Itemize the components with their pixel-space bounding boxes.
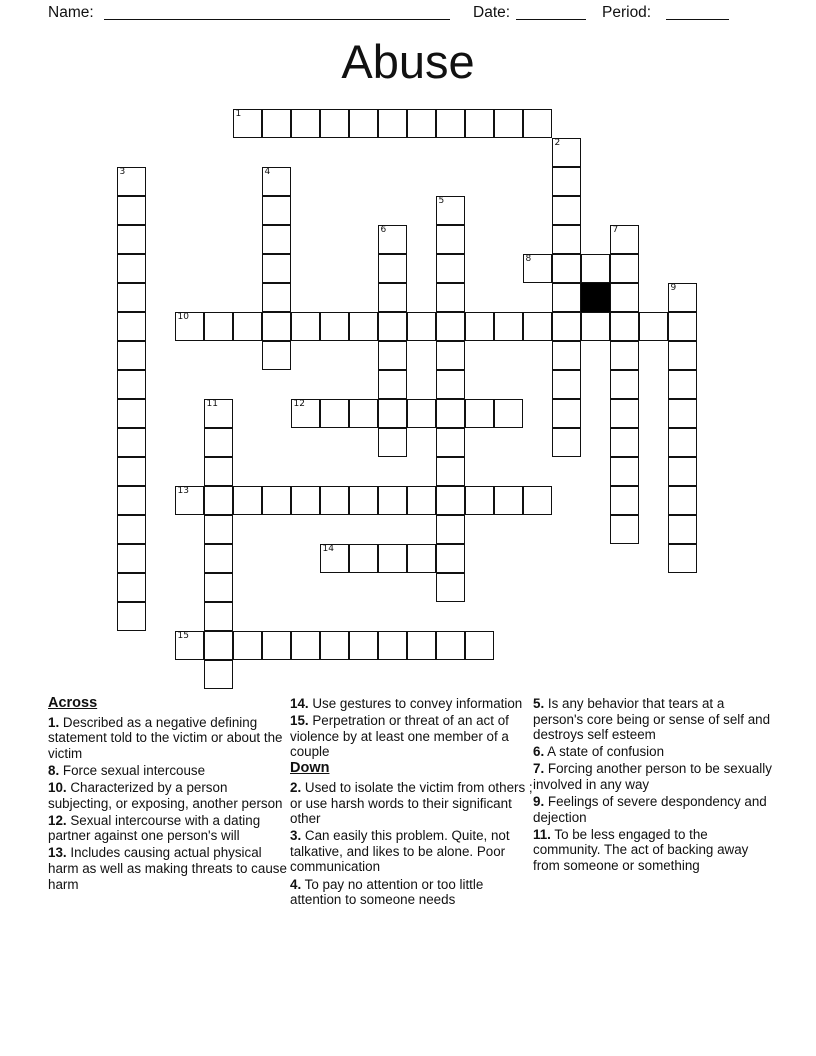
grid-cell[interactable] — [175, 631, 204, 660]
clue-item-number: 14. — [290, 696, 309, 711]
grid-cell[interactable] — [378, 631, 407, 660]
grid-cell[interactable] — [204, 486, 233, 515]
grid-cell[interactable] — [436, 196, 465, 225]
grid-cell[interactable] — [233, 486, 262, 515]
grid-cell[interactable] — [436, 399, 465, 428]
clue-item-number: 12. — [48, 812, 67, 828]
crossword-grid — [117, 109, 699, 691]
grid-cell[interactable] — [117, 486, 146, 515]
clue-column-1 — [48, 696, 288, 894]
grid-cell[interactable] — [117, 167, 146, 196]
grid-cell[interactable] — [465, 631, 494, 660]
grid-cell[interactable] — [552, 138, 581, 167]
name-blank-line — [104, 2, 450, 20]
grid-cell[interactable] — [378, 109, 407, 138]
grid-cell[interactable] — [668, 544, 697, 573]
grid-cell[interactable] — [291, 631, 320, 660]
grid-cell[interactable] — [494, 109, 523, 138]
grid-cell[interactable] — [523, 486, 552, 515]
grid-cell[interactable] — [291, 486, 320, 515]
clue-item-number: 15. — [290, 713, 309, 729]
grid-cell[interactable] — [610, 341, 639, 370]
grid-cell[interactable] — [436, 370, 465, 399]
clue-item: 4. To pay no attention or too little attention to someone needs — [290, 876, 484, 908]
grid-cell[interactable] — [668, 312, 697, 341]
clue-number-badge: 5 — [438, 196, 445, 206]
clue-item: 5. Is any behavior that tears at a person's core being or sense of self and destroys self esteem — [533, 696, 771, 743]
grid-cell[interactable] — [378, 225, 407, 254]
clue-number-badge: 10 — [177, 312, 189, 322]
grid-cell[interactable] — [204, 544, 233, 573]
grid-cell[interactable] — [552, 283, 581, 312]
clue-item: 13. Includes causing actual physical harm as well as making threats to cause harm — [48, 845, 287, 892]
grid-cell[interactable] — [407, 544, 436, 573]
grid-cell[interactable] — [436, 341, 465, 370]
grid-cell[interactable] — [320, 109, 349, 138]
grid-cell[interactable] — [494, 486, 523, 515]
date-label: Date: — [473, 4, 511, 21]
grid-cell[interactable] — [610, 399, 639, 428]
grid-cell[interactable] — [233, 312, 262, 341]
grid-cell[interactable] — [320, 631, 349, 660]
grid-cell[interactable] — [262, 225, 291, 254]
clue-number-badge: 11 — [206, 399, 218, 409]
grid-cell[interactable] — [378, 544, 407, 573]
grid-cell[interactable] — [117, 370, 146, 399]
grid-cell[interactable] — [552, 370, 581, 399]
grid-cell[interactable] — [552, 196, 581, 225]
grid-cell[interactable] — [204, 631, 233, 660]
clue-number-badge: 3 — [119, 167, 126, 177]
grid-cell[interactable] — [117, 602, 146, 631]
grid-cell[interactable] — [610, 428, 639, 457]
grid-cell[interactable] — [407, 312, 436, 341]
grid-cell[interactable] — [668, 515, 697, 544]
clue-number-badge: 14 — [322, 544, 334, 554]
clues-down-header: Down — [290, 760, 330, 777]
grid-cell[interactable] — [668, 283, 697, 312]
period-label: Period: — [602, 4, 652, 21]
grid-cell[interactable] — [523, 312, 552, 341]
grid-cell[interactable] — [117, 312, 146, 341]
clue-item-number: 6. — [533, 744, 545, 760]
clue-number-badge: 2 — [554, 138, 561, 148]
grid-cell[interactable] — [204, 428, 233, 457]
grid-cell[interactable] — [204, 602, 233, 631]
grid-cell[interactable] — [320, 312, 349, 341]
grid-cell[interactable] — [349, 631, 378, 660]
grid-cell[interactable] — [204, 515, 233, 544]
grid-cell[interactable] — [349, 544, 378, 573]
clue-number-badge: 8 — [525, 254, 532, 264]
grid-cell[interactable] — [668, 370, 697, 399]
grid-cell[interactable] — [581, 254, 610, 283]
grid-cell[interactable] — [204, 660, 233, 689]
grid-cell[interactable] — [523, 254, 552, 283]
grid-cell[interactable] — [494, 312, 523, 341]
clue-item: 15. Perpetration or threat of an act of violence by at least one member of a couple — [290, 713, 509, 760]
grid-cell[interactable] — [465, 399, 494, 428]
clue-number-badge: 7 — [612, 225, 619, 235]
clue-item: 6. A state of confusion — [533, 744, 665, 760]
grid-cell[interactable] — [610, 254, 639, 283]
grid-cell[interactable] — [436, 109, 465, 138]
grid-cell[interactable] — [378, 254, 407, 283]
grid-cell[interactable] — [117, 196, 146, 225]
grid-cell[interactable] — [117, 428, 146, 457]
black-cell — [581, 283, 610, 312]
clue-number-badge: 9 — [670, 283, 677, 293]
clue-item-number: 11. — [533, 826, 551, 842]
clue-item-number: 3. — [290, 828, 302, 844]
grid-cell[interactable] — [407, 399, 436, 428]
clue-number-badge: 4 — [264, 167, 271, 177]
grid-cell[interactable] — [320, 399, 349, 428]
grid-cell[interactable] — [117, 225, 146, 254]
grid-cell[interactable] — [204, 312, 233, 341]
grid-cell[interactable] — [262, 631, 291, 660]
grid-cell[interactable] — [523, 109, 552, 138]
grid-cell[interactable] — [262, 486, 291, 515]
grid-cell[interactable] — [175, 486, 204, 515]
grid-cell[interactable] — [552, 428, 581, 457]
clue-item-number: 13. — [48, 845, 67, 861]
grid-cell[interactable] — [552, 312, 581, 341]
grid-cell[interactable] — [436, 457, 465, 486]
grid-cell[interactable] — [117, 544, 146, 573]
grid-cell[interactable] — [552, 341, 581, 370]
grid-cell[interactable] — [378, 428, 407, 457]
grid-cell[interactable] — [436, 573, 465, 602]
grid-cell[interactable] — [291, 109, 320, 138]
grid-cell[interactable] — [436, 428, 465, 457]
grid-cell[interactable] — [204, 399, 233, 428]
grid-cell[interactable] — [378, 312, 407, 341]
grid-cell[interactable] — [262, 167, 291, 196]
grid-cell[interactable] — [349, 486, 378, 515]
grid-cell[interactable] — [436, 631, 465, 660]
grid-cell[interactable] — [552, 399, 581, 428]
clue-number-badge: 12 — [293, 399, 305, 409]
clue-number-badge: 15 — [177, 631, 189, 641]
grid-cell[interactable] — [668, 457, 697, 486]
clue-item: 10. Characterized by a person subjecting, or exposing, another person — [48, 779, 283, 811]
grid-cell[interactable] — [436, 486, 465, 515]
grid-cell[interactable] — [465, 312, 494, 341]
grid-cell[interactable] — [204, 457, 233, 486]
grid-cell[interactable] — [117, 457, 146, 486]
grid-cell[interactable] — [436, 254, 465, 283]
grid-cell[interactable] — [349, 312, 378, 341]
grid-cell[interactable] — [262, 254, 291, 283]
clue-item: 11. To be less engaged to the community. The act of backing away from someone or something — [533, 826, 749, 873]
grid-cell[interactable] — [233, 109, 262, 138]
grid-cell[interactable] — [494, 399, 523, 428]
grid-cell[interactable] — [436, 515, 465, 544]
grid-cell[interactable] — [436, 312, 465, 341]
clue-item-number: 2. — [290, 779, 302, 795]
grid-cell[interactable] — [407, 109, 436, 138]
grid-cell[interactable] — [262, 196, 291, 225]
clue-item: 14. Use gestures to convey information — [290, 696, 523, 711]
clue-item: 9. Feelings of severe despondency and dejection — [533, 794, 767, 825]
grid-cell[interactable] — [639, 312, 668, 341]
grid-cell[interactable] — [262, 341, 291, 370]
grid-cell[interactable] — [175, 312, 204, 341]
worksheet-header — [0, 2, 816, 26]
grid-cell[interactable] — [610, 457, 639, 486]
grid-cell[interactable] — [117, 283, 146, 312]
grid-cell[interactable] — [668, 486, 697, 515]
grid-cell[interactable] — [436, 544, 465, 573]
name-label: Name: — [48, 4, 94, 21]
grid-cell[interactable] — [117, 341, 146, 370]
grid-cell[interactable] — [233, 631, 262, 660]
grid-cell[interactable] — [204, 573, 233, 602]
grid-cell[interactable] — [610, 283, 639, 312]
grid-cell[interactable] — [378, 486, 407, 515]
grid-cell[interactable] — [581, 312, 610, 341]
clue-item: 3. Can easily this problem. Quite, not talkative, and likes to be alone. Poor communication — [290, 828, 510, 875]
clue-item: 8. Force sexual intercouse — [48, 762, 206, 778]
grid-cell[interactable] — [668, 341, 697, 370]
clue-item-number: 8. — [48, 762, 60, 778]
clue-item-number: 7. — [533, 761, 545, 777]
clue-item-number: 10. — [48, 779, 67, 795]
grid-cell[interactable] — [552, 225, 581, 254]
grid-cell[interactable] — [291, 399, 320, 428]
grid-cell[interactable] — [262, 283, 291, 312]
grid-cell[interactable] — [610, 515, 639, 544]
clue-item-number: 1. — [48, 714, 60, 730]
grid-cell[interactable] — [552, 167, 581, 196]
period-blank-line — [666, 2, 729, 20]
clue-column-3 — [533, 696, 778, 875]
clue-item: 7. Forcing another person to be sexually involved in any way — [533, 761, 772, 792]
grid-cell[interactable] — [436, 283, 465, 312]
clue-item-number: 5. — [533, 696, 545, 711]
grid-cell[interactable] — [465, 109, 494, 138]
grid-cell[interactable] — [407, 486, 436, 515]
grid-cell[interactable] — [552, 254, 581, 283]
clue-item-number: 4. — [290, 876, 302, 892]
clue-number-badge: 6 — [380, 225, 387, 235]
grid-cell[interactable] — [117, 254, 146, 283]
clue-item: 12. Sexual intercourse with a dating partner against one person's will — [48, 812, 261, 844]
grid-cell[interactable] — [291, 312, 320, 341]
grid-cell[interactable] — [610, 486, 639, 515]
clue-item: 2. Used to isolate the victim from others ; or use harsh words to their significant other — [290, 779, 533, 827]
grid-cell[interactable] — [378, 399, 407, 428]
grid-cell[interactable] — [349, 109, 378, 138]
grid-cell[interactable] — [117, 573, 146, 602]
grid-cell[interactable] — [668, 399, 697, 428]
clue-number-badge: 1 — [235, 109, 242, 119]
clue-number-badge: 13 — [177, 486, 189, 496]
grid-cell[interactable] — [117, 399, 146, 428]
date-blank-line — [516, 2, 586, 20]
grid-cell[interactable] — [320, 486, 349, 515]
grid-cell[interactable] — [610, 225, 639, 254]
clue-item: 1. Described as a negative defining statement told to the victim or about the victim — [48, 714, 283, 761]
grid-cell[interactable] — [378, 283, 407, 312]
grid-cell[interactable] — [610, 312, 639, 341]
grid-cell[interactable] — [378, 341, 407, 370]
grid-cell[interactable] — [117, 515, 146, 544]
grid-cell[interactable] — [465, 486, 494, 515]
puzzle-title: Abuse — [341, 35, 475, 88]
grid-cell[interactable] — [349, 399, 378, 428]
clue-item-number: 9. — [533, 794, 545, 810]
grid-cell[interactable] — [378, 370, 407, 399]
grid-cell[interactable] — [610, 370, 639, 399]
grid-cell[interactable] — [407, 631, 436, 660]
grid-cell[interactable] — [668, 428, 697, 457]
grid-cell[interactable] — [262, 109, 291, 138]
grid-cell[interactable] — [436, 225, 465, 254]
grid-cell[interactable] — [320, 544, 349, 573]
clue-column-2 — [290, 696, 533, 909]
clues-across-header: Across — [48, 695, 98, 711]
grid-cell[interactable] — [262, 312, 291, 341]
